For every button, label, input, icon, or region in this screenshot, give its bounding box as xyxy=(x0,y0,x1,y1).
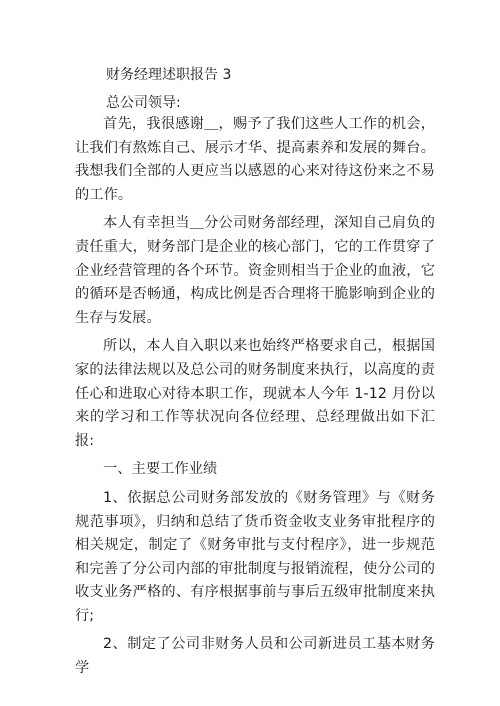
paragraph-role: 本人有幸担当＿分公司财务部经理，深知自己肩负的责任重大，财务部门是企业的核心部门，它的工作贯穿了企业经营管理的各个环节。资金则相当于企业的血液，它的循环是否畅通，构成比例是否合理将干脆影响到企业的生存与发展。 xyxy=(75,215,435,326)
document-title: 财务经理述职报告 3 xyxy=(106,67,232,83)
document-body xyxy=(75,113,435,681)
paragraph-gratitude: 首先，我很感谢＿，赐予了我们这些人工作的机会，让我们有熬炼自己、展示才华、提高素养和发展的舞台。我想我们全部的人更应当以感恩的心来对待这份来之不易的工作。 xyxy=(75,116,435,203)
salutation: 总公司领导: xyxy=(106,95,181,111)
paragraph-item-1: 1、依据总公司财务部发放的《财务管理》与《财务规范事项》，归纳和总结了货币资金收支业务审批程序的相关规定，制定了《财务审批与支付程序》，进一步规范和完善了分公司内部的审批制度与报销流程，使分公司的收支业务严格的、有序根据事前与事后五级审批制度来执行; xyxy=(75,489,435,624)
section-heading: 一、主要工作业绩 xyxy=(103,461,218,478)
paragraph-commitment: 所以，本人自入职以来也始终严格要求自己，根据国家的法律法规以及总公司的财务制度来执行，以高度的责任心和进取心对待本职工作，现就本人今年 1-12 月份以来的学习和工作等状况向各位经理、总经理做出如下汇报: xyxy=(75,338,435,449)
paragraph-item-2: 2、制定了公司非财务人员和公司新进员工基本财务学 xyxy=(75,636,435,677)
